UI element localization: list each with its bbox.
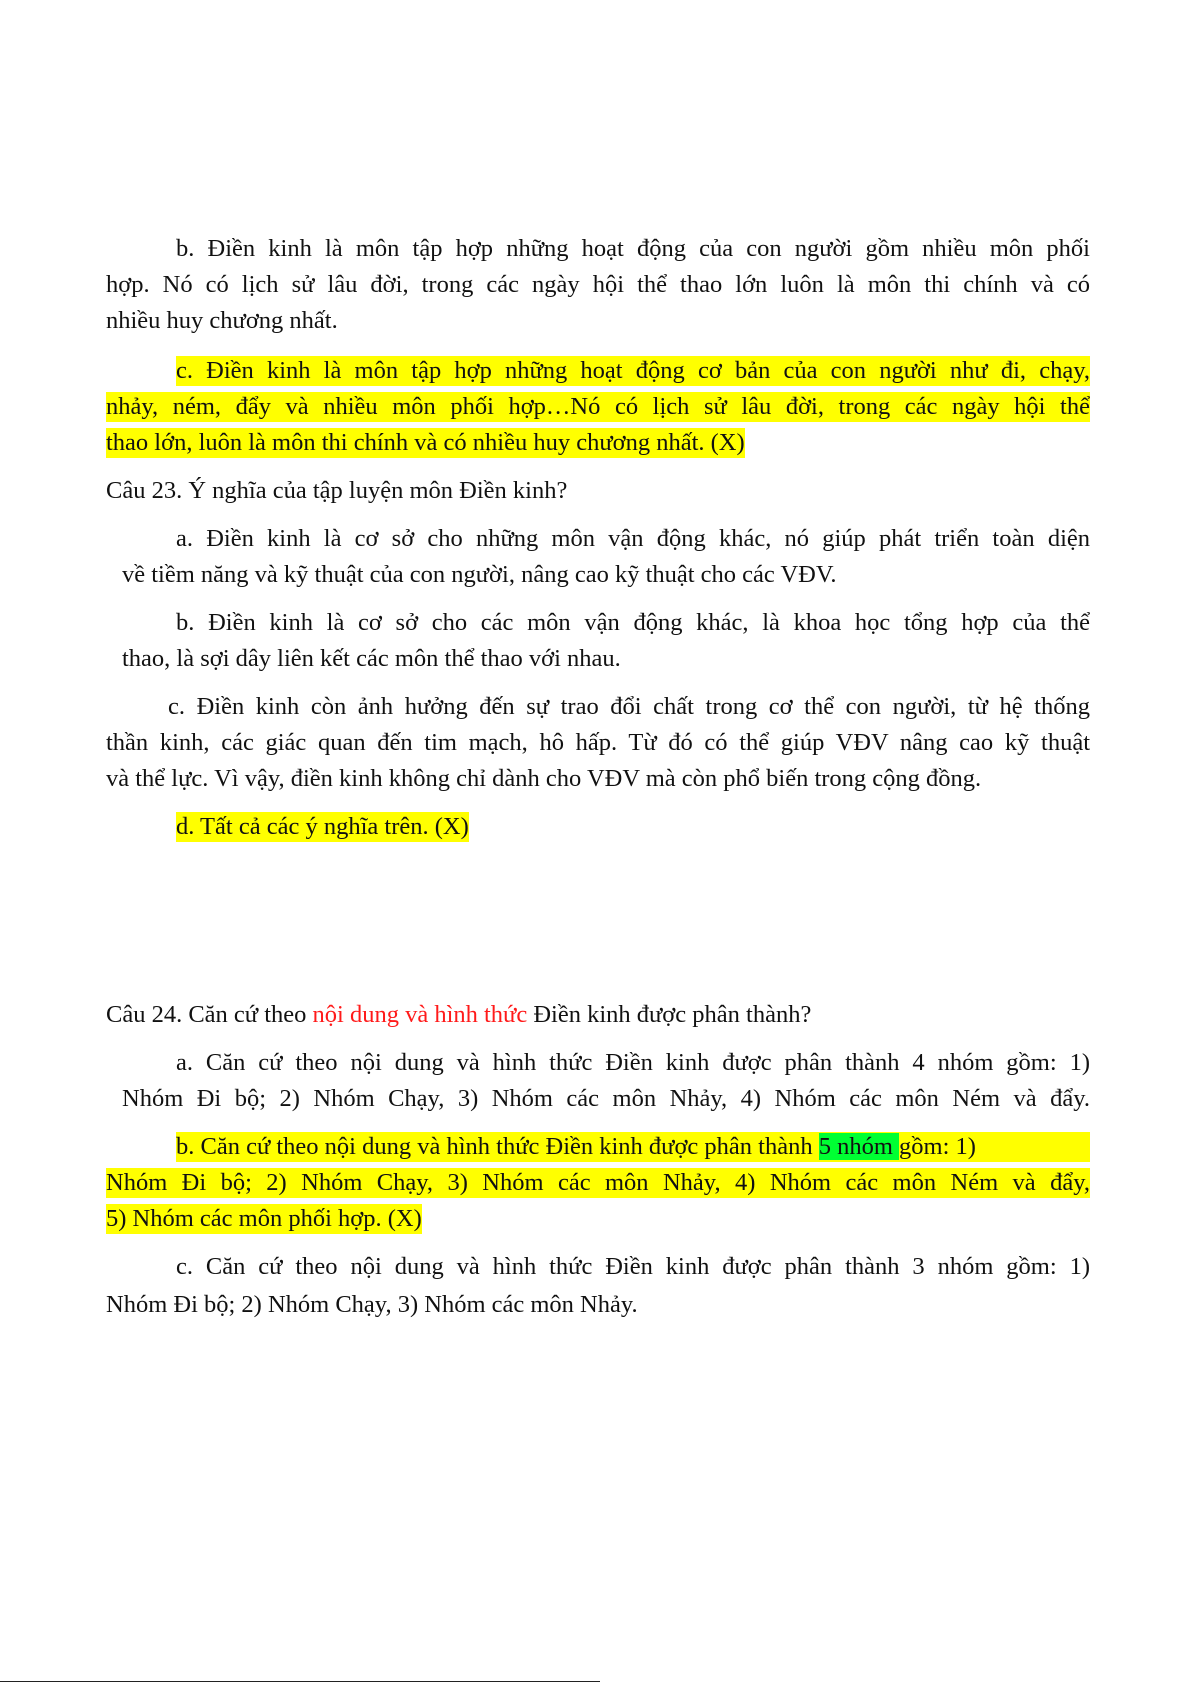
q24-option-b-green-highlight: 5 nhóm bbox=[818, 1133, 900, 1160]
q23-option-c-line-1: c. Điền kinh còn ảnh hưởng đến sự trao đổi chất trong cơ thể con người, từ hệ thống bbox=[168, 693, 1090, 720]
q24-question-suffix: Điền kinh được phân thành? bbox=[527, 1001, 812, 1028]
q24-option-b-pre-text: b. Căn cứ theo nội dung và hình thức Điền kinh được phân thành bbox=[176, 1133, 819, 1160]
q24-question bbox=[106, 1000, 811, 1030]
q23-option-b-line-1: b. Điền kinh là cơ sở cho các môn vận động khác, là khoa học tổng hợp của thể bbox=[176, 609, 1090, 636]
footer-rule bbox=[0, 1681, 600, 1682]
q24-option-b-post-text: gồm: 1) bbox=[899, 1133, 976, 1160]
q22-option-c-line-3: thao lớn, luôn là môn thi chính và có nhiều huy chương nhất. (X) bbox=[106, 429, 745, 456]
q24-question-red-phrase: nội dung và hình thức bbox=[312, 1001, 528, 1028]
q22-option-b-line-3: nhiều huy chương nhất. bbox=[106, 307, 338, 334]
q22-option-c-line-1: c. Điền kinh là môn tập hợp những hoạt động cơ bản của con người như đi, chạy, bbox=[176, 357, 1090, 384]
q22-option-b-line-2: hợp. Nó có lịch sử lâu đời, trong các ngày hội thể thao lớn luôn là môn thi chính và có bbox=[106, 271, 1090, 298]
q24-option-a-line-2: Nhóm Đi bộ; 2) Nhóm Chạy, 3) Nhóm các môn Nhảy, 4) Nhóm các môn Ném và đẩy. bbox=[122, 1085, 1090, 1112]
q24-option-c-line-2: Nhóm Đi bộ; 2) Nhóm Chạy, 3) Nhóm các môn Nhảy. bbox=[106, 1291, 638, 1318]
q24-option-b-line-2: Nhóm Đi bộ; 2) Nhóm Chạy, 3) Nhóm các môn Nhảy, 4) Nhóm các môn Ném và đẩy, bbox=[106, 1169, 1090, 1196]
q24-option-c-line-1: c. Căn cứ theo nội dung và hình thức Điền kinh được phân thành 3 nhóm gồm: 1) bbox=[176, 1253, 1090, 1280]
q22-option-b-line-1: b. Điền kinh là môn tập hợp những hoạt động của con người gồm nhiều môn phối bbox=[176, 235, 1090, 262]
q24-question-prefix: Câu 24. Căn cứ theo bbox=[106, 1001, 313, 1028]
q22-option-c-line-2: nhảy, ném, đẩy và nhiều môn phối hợp…Nó có lịch sử lâu đời, trong các ngày hội thể bbox=[106, 393, 1090, 420]
q23-option-c-line-3: và thể lực. Vì vậy, điền kinh không chỉ dành cho VĐV mà còn phổ biến trong cộng đồng. bbox=[106, 765, 982, 792]
q23-question: Câu 23. Ý nghĩa của tập luyện môn Điền kinh? bbox=[106, 477, 568, 504]
q23-option-a-line-2: về tiềm năng và kỹ thuật của con người, nâng cao kỹ thuật cho các VĐV. bbox=[122, 561, 837, 588]
q24-option-b-line-3: 5) Nhóm các môn phối hợp. (X) bbox=[106, 1205, 422, 1232]
q23-option-a-line-1: a. Điền kinh là cơ sở cho những môn vận động khác, nó giúp phát triển toàn diện bbox=[176, 525, 1090, 552]
q24-option-a-line-1: a. Căn cứ theo nội dung và hình thức Điền kinh được phân thành 4 nhóm gồm: 1) bbox=[176, 1049, 1090, 1076]
q23-option-c-line-2: thần kinh, các giác quan đến tim mạch, hô hấp. Từ đó có thể giúp VĐV nâng cao kỹ thuật bbox=[106, 729, 1090, 756]
q24-option-b-line-1 bbox=[176, 1132, 1090, 1162]
q23-option-b-line-2: thao, là sợi dây liên kết các môn thể thao với nhau. bbox=[122, 645, 621, 672]
q24-option-b-line-1-pre bbox=[176, 1132, 976, 1162]
q23-option-d: d. Tất cả các ý nghĩa trên. (X) bbox=[176, 813, 469, 840]
